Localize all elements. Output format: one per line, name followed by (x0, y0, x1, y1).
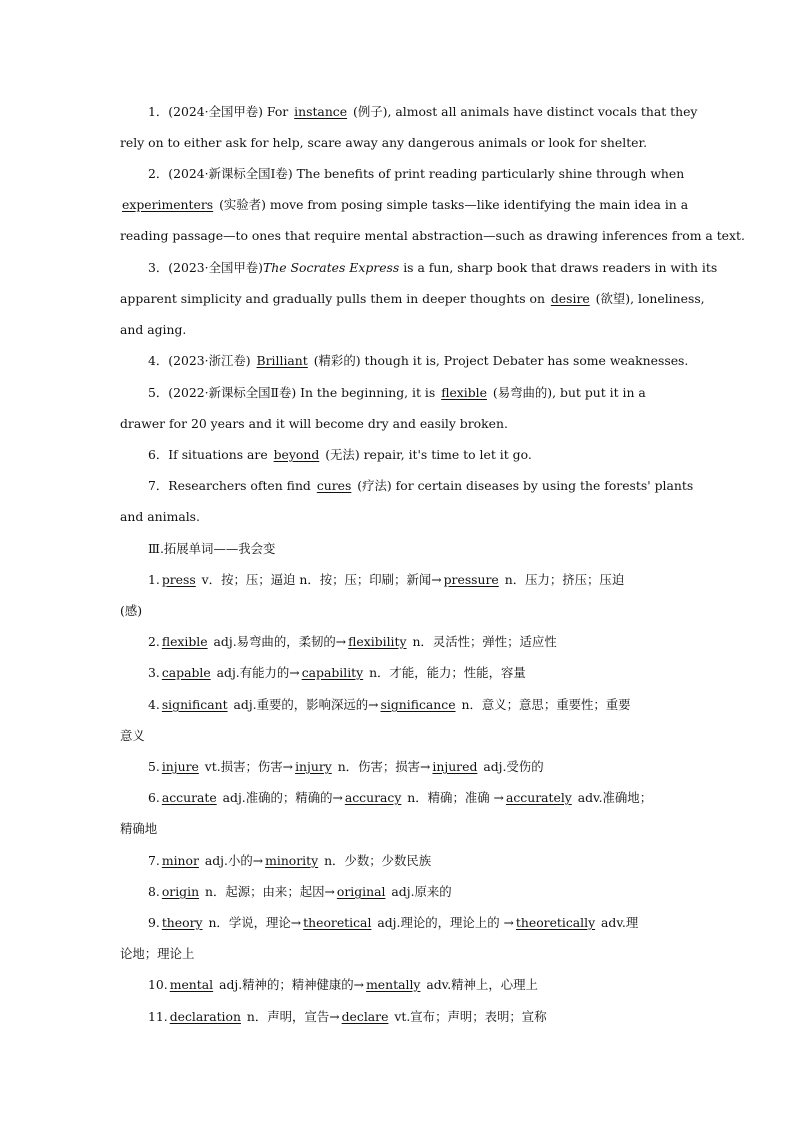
text: adj.受伤的 (479, 759, 544, 774)
word-item-2 (148, 634, 675, 650)
text: n．声明，宣告→ (242, 1009, 340, 1024)
exercise-2-cont2: reading passage—to ones that require mental abstraction—such as drawing inferences from a text. (120, 228, 745, 243)
item-number: 7. (148, 853, 160, 868)
exercise-5-cont: drawer for 20 years and it will become dry and easily broken. (120, 416, 508, 431)
text: vt.宣布；声明；表明；宣称 (390, 1009, 547, 1024)
text: (实验者) move from posing simple tasks—like identifying the main idea in a (215, 197, 689, 212)
text: n．才能，能力；性能，容量 (365, 665, 526, 680)
exercise-4 (148, 353, 689, 369)
text: 6．If situations are (148, 447, 272, 462)
text: adj.重要的，影响深远的→ (229, 697, 379, 712)
text: adv.准确地； (573, 790, 653, 805)
text: (例子), almost all animals have distinct vocals that they (349, 104, 698, 119)
text: adv.精神上，心理上 (422, 977, 538, 992)
answer-blank: minority (265, 853, 319, 868)
text: n．起源；由来；起因→ (201, 884, 335, 899)
exercise-1-cont: rely on to either ask for help, scare away any dangerous animals or look for shelter. (120, 135, 648, 150)
text: (欲望), loneliness, (591, 291, 705, 306)
item-number: 4. (148, 697, 160, 712)
text: adv.理 (597, 915, 639, 930)
exercise-2: 2．(2024·新课标全国Ⅰ卷) The benefits of print reading particularly shine through when (148, 166, 685, 181)
word-item-6-cont: 精确地 (120, 821, 158, 836)
text: adj.理论的，理论上的 → (373, 915, 514, 930)
text: 5．(2022·新课标全国Ⅱ卷) In the beginning, it is (148, 385, 440, 400)
text: apparent simplicity and gradually pulls them in deeper thoughts on (120, 291, 549, 306)
exercise-3-cont2: and aging. (120, 322, 187, 337)
text: 7．Researchers often find (148, 478, 315, 493)
exercise-7 (148, 478, 694, 494)
text: 3．(2023·全国甲卷) (148, 260, 263, 275)
item-number: 3. (148, 665, 160, 680)
word-item-11 (148, 1009, 675, 1025)
book-title: The Socrates Express (262, 260, 400, 275)
text: adj.有能力的→ (212, 665, 300, 680)
exercise-2-cont (120, 197, 689, 213)
word-item-1-cont: (感) (120, 603, 143, 618)
exercise-7-cont: and animals. (120, 509, 200, 524)
text: adj.精神的；精神健康的→ (215, 977, 365, 992)
text: 4．(2023·浙江卷) (148, 353, 255, 368)
answer-blank: capability (301, 665, 364, 680)
answer-blank: flexibility (348, 634, 407, 649)
text: (疗法) for certain diseases by using the forests' plants (353, 478, 694, 493)
text: (无法) repair, it's time to let it go. (321, 447, 532, 462)
word-item-9 (148, 915, 675, 931)
item-number: 10. (148, 977, 168, 992)
exercise-3-cont (120, 291, 705, 307)
exercise-5 (148, 385, 675, 401)
answer-blank: theory (161, 915, 203, 930)
answer-blank: mental (169, 977, 214, 992)
text: adj.易弯曲的，柔韧的→ (209, 634, 347, 649)
answer-blank: experimenters (122, 197, 214, 212)
text: n．精确；准确 → (403, 790, 504, 805)
text: adj.原来的 (387, 884, 452, 899)
answer-blank: accurately (505, 790, 572, 805)
text: n．灵活性；弹性；适应性 (408, 634, 557, 649)
answer-blank: desire (550, 291, 590, 306)
text: n．学说，理论→ (204, 915, 302, 930)
answer-blank: minor (161, 853, 199, 868)
exercise-1 (148, 104, 698, 120)
item-number: 9. (148, 915, 160, 930)
answer-blank: theoretically (515, 915, 596, 930)
text: is a fun, sharp book that draws readers in with its (399, 260, 718, 275)
text: vt.损害；伤害→ (200, 759, 294, 774)
text: 1．(2024·全国甲卷) For (148, 104, 293, 119)
answer-blank: instance (294, 104, 348, 119)
text: n．伤害；损害→ (333, 759, 431, 774)
item-number: 2. (148, 634, 160, 649)
item-number: 11. (148, 1009, 168, 1024)
word-item-10 (148, 977, 675, 993)
answer-blank: accuracy (344, 790, 402, 805)
answer-blank: significant (161, 697, 228, 712)
section-heading: Ⅲ.拓展单词——我会变 (148, 541, 276, 556)
answer-blank: pressure (443, 572, 499, 587)
text: n．意义；意思；重要性；重要 (457, 697, 631, 712)
text: adj.准确的；精确的→ (218, 790, 343, 805)
answer-blank: press (161, 572, 196, 587)
answer-blank: flexible (161, 634, 208, 649)
answer-blank: capable (161, 665, 211, 680)
answer-blank: significance (380, 697, 456, 712)
word-item-6 (148, 790, 675, 806)
answer-blank: mentally (366, 977, 421, 992)
text: n．压力；挤压；压迫 (500, 572, 625, 587)
answer-blank: declaration (169, 1009, 241, 1024)
exercise-3 (148, 260, 718, 276)
item-number: 1. (148, 572, 160, 587)
answer-blank: injured (432, 759, 478, 774)
item-number: 5. (148, 759, 160, 774)
answer-blank: accurate (161, 790, 217, 805)
word-item-1 (148, 572, 675, 588)
word-item-7 (148, 853, 675, 869)
text: adj.小的→ (200, 853, 264, 868)
word-item-9-cont: 论地；理论上 (120, 946, 195, 961)
word-item-4-cont: 意义 (120, 728, 145, 743)
exercise-6 (148, 447, 675, 463)
answer-blank: origin (161, 884, 200, 899)
answer-blank: declare (341, 1009, 389, 1024)
text: v．按；压；逼迫 n．按；压；印刷；新闻→ (197, 572, 442, 587)
answer-blank: flexible (441, 385, 487, 400)
answer-blank: Brilliant (256, 353, 308, 368)
text: (精彩的) though it is, Project Debater has some weaknesses. (309, 353, 689, 368)
answer-blank: theoretical (303, 915, 372, 930)
answer-blank: injury (295, 759, 332, 774)
answer-blank: original (336, 884, 386, 899)
answer-blank: injure (161, 759, 199, 774)
word-item-4 (148, 697, 675, 713)
word-item-5 (148, 759, 675, 775)
text: n．少数；少数民族 (320, 853, 432, 868)
answer-blank: beyond (273, 447, 320, 462)
word-item-8 (148, 884, 675, 900)
item-number: 6. (148, 790, 160, 805)
word-item-3 (148, 665, 675, 681)
item-number: 8. (148, 884, 160, 899)
answer-blank: cures (316, 478, 352, 493)
text: (易弯曲的), but put it in a (488, 385, 646, 400)
